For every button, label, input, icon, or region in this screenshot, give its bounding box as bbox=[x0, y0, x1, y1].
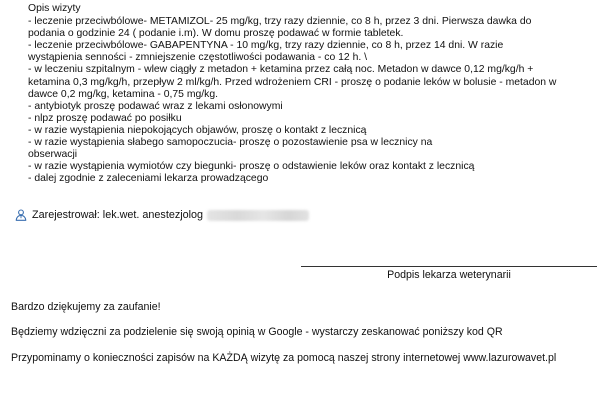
visit-line: - w razie wystąpienia słabego samopoczucia- proszę o pozostawienie psa w lecznicy na bbox=[28, 137, 433, 149]
visit-line: - antybiotyk proszę podawać wraz z lekami osłonowymi bbox=[28, 100, 283, 112]
signature-label: Podpis lekarza weterynarii bbox=[387, 269, 511, 281]
visit-line: - leczenie przeciwbólowe- METAMIZOL- 25 mg/kg, trzy razy dziennie, co 8 h, przez 3 dni. Pierwsza dawka do bbox=[28, 16, 532, 28]
registered-label: Zarejestrował: lek.wet. anestezjolog bbox=[32, 209, 204, 221]
visit-lines bbox=[28, 16, 598, 185]
user-icon bbox=[15, 209, 27, 221]
visit-line: - w razie wystąpienia wymiotów czy biegunki- proszę o odstawienie leków oraz kontakt z lecznicą bbox=[28, 161, 475, 173]
visit-line: - dalej zgodnie z zaleceniami lekarza prowadzącego bbox=[28, 173, 269, 185]
visit-line: ketamina 0,3 mg/kg/h, przepływ 2 ml/kg/h. Przed wdrożeniem CRI - proszę o podanie leków w bolusie - metadon w bbox=[28, 76, 557, 88]
visit-line: - nlpz proszę podawać po posiłku bbox=[28, 112, 182, 124]
visit-line: - w razie wystąpienia niepokojących objawów, proszę o kontakt z lecznicą bbox=[28, 124, 367, 136]
registered-by bbox=[15, 208, 309, 222]
visit-line: wystąpienia senności - zmniejszenie częstotliwości podawania - co 12 h. \ bbox=[28, 52, 368, 64]
visit-description bbox=[28, 3, 598, 185]
thanks-text: Bardzo dziękujemy za zaufanie! bbox=[11, 301, 161, 313]
signature-line bbox=[301, 266, 597, 267]
visit-line: dawce 0,2 mg/kg, ketamina - 0,75 mg/kg. bbox=[28, 88, 219, 100]
visit-line: obserwacji bbox=[28, 149, 78, 161]
reminder-text: Przypominamy o konieczności zapisów na KAŻDĄ wizytę za pomocą naszej strony internetowej www.lazurowavet.pl bbox=[11, 352, 557, 364]
review-text: Będziemy wdzięczni za podzielenie się swoją opinią w Google - wystarczy zeskanować poniższy kod QR bbox=[11, 326, 503, 338]
visit-line: - leczenie przeciwbólowe- GABAPENTYNA - 10 mg/kg, trzy razy dziennie, co 8 h, przez 14 dni. W razie bbox=[28, 40, 504, 52]
visit-title: Opis wizyty bbox=[28, 3, 81, 14]
visit-line: podania o godzinie 24 ( podanie i.m). W domu proszę podawać w formie tabletek. bbox=[28, 28, 404, 40]
redacted-name bbox=[207, 210, 309, 221]
visit-line: - w leczeniu szpitalnym - wlew ciągły z metadon + ketamina przez całą noc. Metadon w dawce 0,12 mg/kg/h + bbox=[28, 64, 534, 76]
